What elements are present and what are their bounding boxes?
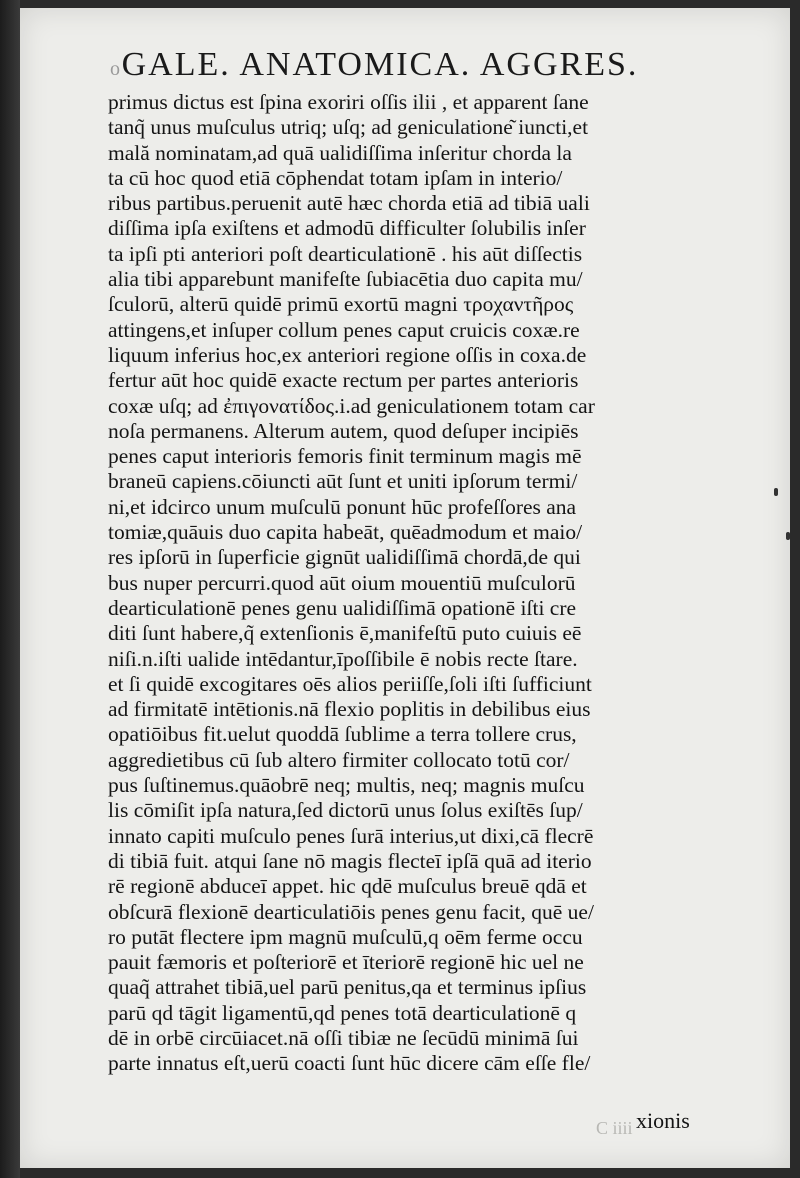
- text-line: pus ſuſtinemus.quāobrē neq; multis, neq; magnis muſcu: [108, 773, 585, 798]
- text-line: ribus partibus.peruenit autē hæc chorda etiā ad tibiā uali: [108, 191, 590, 216]
- text-line: dē in orbē circūiacet.nā oſſi tibiæ ne ſecūdū minimā ſui: [108, 1025, 579, 1050]
- text-line: et ſi quidē excogitares oēs alios periiſſe,ſoli iſti ſufficiunt: [108, 671, 592, 696]
- text-line: bus nuper percurri.quod aūt oium mouentiū muſculorū: [108, 570, 576, 595]
- ghost-mark: o: [110, 58, 120, 80]
- text-line: coxæ uſq; ad ἐπιγονατίδος.i.ad geniculationem totam car: [108, 393, 595, 418]
- text-line: noſa permanens. Alterum autem, quod deſuper incipiēs: [108, 418, 579, 443]
- text-line: ad firmitatē intētionis.nā flexio poplitis in debilibus eius: [108, 697, 591, 722]
- text-line: mală nominatam,ad quā ualidiſſima inſeritur chorda la: [108, 140, 572, 165]
- text-line: res ipſorū in ſuperficie gignūt ualidiſſimā chordā,de qui: [108, 545, 581, 570]
- running-header: GALE. ANATOMICA. AGGRES.: [121, 46, 639, 83]
- text-line: parte innatus eſt,uerū coacti ſunt hūc dicere cām eſſe fle/: [108, 1051, 591, 1076]
- text-line: ni,et idcirco unum muſculū ponunt hūc profeſſores ana: [108, 494, 577, 519]
- catchword: xionis: [636, 1108, 690, 1133]
- text-line: quaq̃ attrahet tibiā,uel parū penitus,qa et terminus ipſius: [108, 975, 587, 1000]
- text-line: alia tibi apparebunt manifeſte ſubiacētia duo capita mu/: [108, 267, 583, 292]
- text-line: di tibiā fuit. atqui ſane nō magis flecteī ipſā quā ad iterio: [108, 848, 592, 873]
- text-line: liquum inferius hoc,ex anteriori regione oſſis in coxa.de: [108, 342, 587, 367]
- text-line: niſi.n.iſti ualide intēdantur,īpoſſibile ē nobis recte ſtare.: [108, 646, 578, 671]
- text-line: diti ſunt habere,q̃ extenſionis ē,manifeſtū puto cuiuis eē: [108, 621, 582, 646]
- text-line: ta cū hoc quod etiā cōphendat totam ipſam in interio/: [108, 165, 563, 190]
- text-line: ta ipſi pti anteriori poſt dearticulationē . his aūt diſſectis: [108, 241, 583, 266]
- signature-mark: C iiii: [596, 1118, 633, 1138]
- text-line: obſcurā flexionē dearticulatiōis penes genu facit, quē ue/: [108, 899, 594, 924]
- page-gutter: [0, 0, 20, 1178]
- text-line: primus dictus est ſpina exoriri oſſis ilii , et apparent ſane: [108, 90, 589, 114]
- text-line: lis cōmiſit ipſa natura,ſed dictorū unus ſolus exiſtēs ſup/: [108, 798, 583, 823]
- text-line: pauit fæmoris et poſteriorē et īteriorē regionē hic uel ne: [108, 950, 584, 975]
- text-line: rē regionē abduceī appet. hic qdē muſculus breuē qdā et: [108, 874, 587, 899]
- text-line: parū qd tāgit ligamentū,qd penes totā dearticulationē q: [108, 1000, 577, 1025]
- text-line: innato capiti muſculo penes ſurā interius,ut dixi,cā flecrē: [108, 823, 594, 848]
- text-line: braneū capiens.cōiuncti aūt ſunt et uniti ipſorum termi/: [108, 469, 578, 494]
- text-line: dearticulationē penes genu ualidiſſimā opationē iſti cre: [108, 595, 577, 620]
- text-line: fertur aūt hoc quidē exacte rectum per partes anterioris: [108, 368, 579, 393]
- text-line: penes caput interioris femoris finit terminum magis mē: [108, 444, 582, 469]
- text-line: ſculorū, alterū quidē primū exortū magni τροχαντῆρος: [108, 292, 574, 317]
- text-line: tomiæ,quāuis duo capita habeāt, quēadmodum et maio/: [108, 520, 583, 545]
- margin-mark: [786, 532, 790, 540]
- margin-mark: [774, 488, 778, 496]
- text-line: tanq̃ unus muſculus utriq; uſq; ad geniculatione͂ iuncti,et: [108, 115, 589, 140]
- text-line: attingens,et inſuper collum penes caput cruicis coxæ.re: [108, 317, 580, 342]
- text-line: diſſima ipſa exiſtens et admodū difficulter ſolubilis inſer: [108, 216, 586, 241]
- body-text: [108, 90, 733, 1077]
- text-line: aggredietibus cū ſub altero firmiter collocato totū cor/: [108, 747, 570, 772]
- text-line: ro putāt flectere ipm magnū muſculū,q oēm ferme occu: [108, 924, 583, 949]
- text-line: opatiōibus fit.uelut quoddā ſublime a terra tollere crus,: [108, 722, 577, 747]
